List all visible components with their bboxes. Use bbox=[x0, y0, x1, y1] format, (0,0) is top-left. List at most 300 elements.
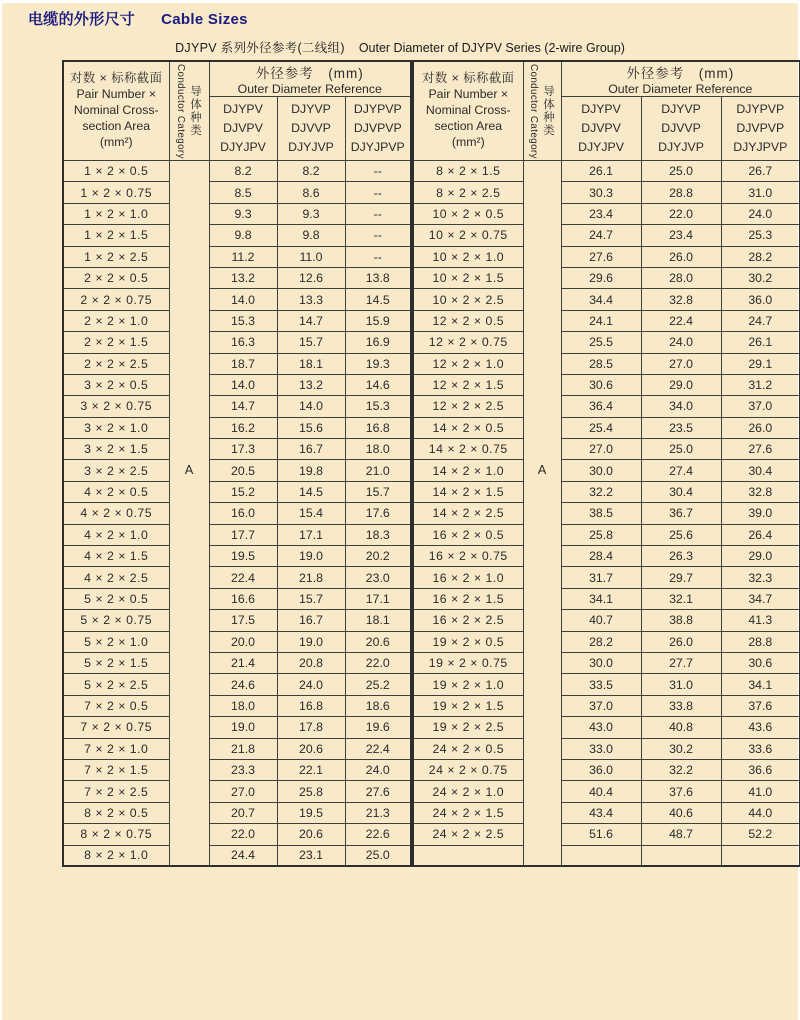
cable-type-col3-header: DJYPVP DJVPVP DJYJPVP bbox=[721, 97, 800, 161]
diameter-value-cell: 32.1 bbox=[641, 588, 721, 609]
diameter-value-cell: 28.2 bbox=[721, 246, 800, 267]
diameter-value-cell: 20.5 bbox=[209, 460, 277, 481]
conductor-value-cell: A bbox=[523, 161, 561, 867]
diameter-value-cell: 18.0 bbox=[209, 695, 277, 716]
pair-spec-cell: 8 × 2 × 0.75 bbox=[63, 824, 169, 845]
table-row bbox=[413, 695, 800, 716]
diameter-value-cell: 20.2 bbox=[345, 546, 411, 567]
diameter-value-cell: 34.1 bbox=[721, 674, 800, 695]
table-row bbox=[63, 524, 411, 545]
diameter-value-cell: 25.3 bbox=[721, 225, 800, 246]
diameter-value-cell: 31.7 bbox=[561, 567, 641, 588]
diameter-value-cell: 27.6 bbox=[721, 439, 800, 460]
diameter-value-cell: 30.4 bbox=[641, 481, 721, 502]
diameter-value-cell: 40.6 bbox=[641, 802, 721, 823]
diameter-value-cell: 17.1 bbox=[345, 588, 411, 609]
diameter-value-cell: 17.3 bbox=[209, 439, 277, 460]
pair-spec-cell: 12 × 2 × 0.75 bbox=[413, 332, 523, 353]
pair-spec-cell: 16 × 2 × 0.5 bbox=[413, 524, 523, 545]
pair-spec-cell: 4 × 2 × 1.5 bbox=[63, 546, 169, 567]
pair-spec-cell: 19 × 2 × 2.5 bbox=[413, 717, 523, 738]
table-row bbox=[63, 460, 411, 481]
diameter-value-cell: 20.7 bbox=[209, 802, 277, 823]
diameter-value-cell: 16.0 bbox=[209, 503, 277, 524]
diameter-value-cell: 32.2 bbox=[561, 481, 641, 502]
table-row bbox=[413, 824, 800, 845]
table-row bbox=[413, 481, 800, 502]
diameter-value-cell: 8.2 bbox=[209, 161, 277, 182]
pair-spec-cell: 1 × 2 × 0.5 bbox=[63, 161, 169, 182]
pair-spec-cell: 7 × 2 × 2.5 bbox=[63, 781, 169, 802]
table-row bbox=[413, 396, 800, 417]
diameter-value-cell: 37.0 bbox=[561, 695, 641, 716]
diameter-value-cell: 15.2 bbox=[209, 481, 277, 502]
diameter-value-cell: 22.4 bbox=[345, 738, 411, 759]
pair-spec-cell: 10 × 2 × 1.0 bbox=[413, 246, 523, 267]
table-row bbox=[63, 802, 411, 823]
diameter-value-cell: 19.5 bbox=[277, 802, 345, 823]
diameter-value-cell: -- bbox=[345, 246, 411, 267]
pair-spec-cell: 5 × 2 × 0.75 bbox=[63, 610, 169, 631]
diameter-value-cell: 19.0 bbox=[209, 717, 277, 738]
diameter-value-cell: 15.7 bbox=[277, 332, 345, 353]
pair-spec-cell: 10 × 2 × 2.5 bbox=[413, 289, 523, 310]
table-row bbox=[413, 802, 800, 823]
pair-spec-cell: 14 × 2 × 1.5 bbox=[413, 481, 523, 502]
table-row bbox=[413, 161, 800, 182]
diameter-value-cell: 20.6 bbox=[277, 824, 345, 845]
pair-spec-cell: 8 × 2 × 1.5 bbox=[413, 161, 523, 182]
diameter-value-cell: 33.5 bbox=[561, 674, 641, 695]
outer-diameter-header: 外径参考 (mm) Outer Diameter Reference bbox=[209, 61, 411, 97]
pair-spec-cell: 8 × 2 × 0.5 bbox=[63, 802, 169, 823]
diameter-tables bbox=[62, 60, 800, 867]
cable-type-col2-header: DJYVP DJVVP DJYJVP bbox=[641, 97, 721, 161]
pair-spec-cell: 24 × 2 × 1.5 bbox=[413, 802, 523, 823]
diameter-value-cell: 40.8 bbox=[641, 717, 721, 738]
diameter-value-cell: 19.8 bbox=[277, 460, 345, 481]
table-row bbox=[413, 225, 800, 246]
diameter-value-cell: 9.3 bbox=[209, 203, 277, 224]
diameter-table-right bbox=[412, 60, 800, 867]
diameter-value-cell: 20.0 bbox=[209, 631, 277, 652]
table-row bbox=[63, 161, 411, 182]
table-row bbox=[413, 567, 800, 588]
pair-spec-cell: 16 × 2 × 1.0 bbox=[413, 567, 523, 588]
pair-spec-cell: 2 × 2 × 1.0 bbox=[63, 310, 169, 331]
diameter-value-cell: 14.0 bbox=[209, 374, 277, 395]
pair-spec-cell: 10 × 2 × 1.5 bbox=[413, 267, 523, 288]
diameter-value-cell: 14.7 bbox=[209, 396, 277, 417]
diameter-value-cell: 32.8 bbox=[641, 289, 721, 310]
diameter-value-cell: 29.0 bbox=[721, 546, 800, 567]
diameter-value-cell: 48.7 bbox=[641, 824, 721, 845]
diameter-value-cell: 32.3 bbox=[721, 567, 800, 588]
pair-spec-cell: 10 × 2 × 0.5 bbox=[413, 203, 523, 224]
diameter-value-cell: 15.3 bbox=[209, 310, 277, 331]
table-row bbox=[413, 610, 800, 631]
diameter-value-cell: 26.0 bbox=[721, 417, 800, 438]
cable-type-col1-header: DJYPV DJVPV DJYJPV bbox=[209, 97, 277, 161]
pair-spec-cell: 7 × 2 × 0.5 bbox=[63, 695, 169, 716]
diameter-value-cell: 11.2 bbox=[209, 246, 277, 267]
diameter-value-cell: 25.8 bbox=[561, 524, 641, 545]
diameter-value-cell: 24.1 bbox=[561, 310, 641, 331]
pair-spec-cell: 19 × 2 × 1.0 bbox=[413, 674, 523, 695]
diameter-value-cell: 38.8 bbox=[641, 610, 721, 631]
diameter-value-cell: 34.7 bbox=[721, 588, 800, 609]
pair-spec-cell: 14 × 2 × 0.75 bbox=[413, 439, 523, 460]
diameter-value-cell: 25.6 bbox=[641, 524, 721, 545]
diameter-value-cell: -- bbox=[345, 182, 411, 203]
diameter-value-cell: 19.0 bbox=[277, 546, 345, 567]
pair-spec-cell: 16 × 2 × 2.5 bbox=[413, 610, 523, 631]
cable-type-col3-header: DJYPVP DJVPVP DJYJPVP bbox=[345, 97, 411, 161]
table-caption-zh: DJYPV 系列外径参考(二线组) bbox=[175, 41, 345, 55]
table-row bbox=[63, 182, 411, 203]
diameter-value-cell: 22.4 bbox=[209, 567, 277, 588]
table-row bbox=[413, 674, 800, 695]
diameter-value-cell: 31.2 bbox=[721, 374, 800, 395]
table-row bbox=[63, 652, 411, 673]
diameter-value-cell: 15.7 bbox=[345, 481, 411, 502]
table-row bbox=[413, 652, 800, 673]
diameter-value-cell: 26.1 bbox=[721, 332, 800, 353]
diameter-value-cell: 11.0 bbox=[277, 246, 345, 267]
pair-spec-cell: 12 × 2 × 2.5 bbox=[413, 396, 523, 417]
pair-spec-cell: 2 × 2 × 1.5 bbox=[63, 332, 169, 353]
diameter-value-cell: 25.5 bbox=[561, 332, 641, 353]
diameter-value-cell: 43.0 bbox=[561, 717, 641, 738]
pair-spec-cell: 1 × 2 × 1.5 bbox=[63, 225, 169, 246]
diameter-value-cell: 27.0 bbox=[561, 439, 641, 460]
diameter-value-cell: 25.0 bbox=[641, 161, 721, 182]
diameter-value-cell: 30.0 bbox=[561, 460, 641, 481]
diameter-value-cell: 23.3 bbox=[209, 759, 277, 780]
table-row bbox=[63, 759, 411, 780]
diameter-value-cell: 37.0 bbox=[721, 396, 800, 417]
cable-type-col1-header: DJYPV DJVPV DJYJPV bbox=[561, 97, 641, 161]
table-row bbox=[413, 588, 800, 609]
diameter-value-cell: 16.2 bbox=[209, 417, 277, 438]
diameter-value-cell: 13.8 bbox=[345, 267, 411, 288]
diameter-value-cell: 33.0 bbox=[561, 738, 641, 759]
diameter-value-cell: 37.6 bbox=[721, 695, 800, 716]
diameter-value-cell: 23.4 bbox=[641, 225, 721, 246]
diameter-value-cell: 14.5 bbox=[277, 481, 345, 502]
diameter-value-cell: 38.5 bbox=[561, 503, 641, 524]
diameter-value-cell: 28.8 bbox=[641, 182, 721, 203]
table-row bbox=[63, 845, 411, 866]
diameter-value-cell: 32.8 bbox=[721, 481, 800, 502]
pair-spec-cell: 8 × 2 × 2.5 bbox=[413, 182, 523, 203]
table-caption bbox=[2, 38, 798, 56]
diameter-value-cell: 26.7 bbox=[721, 161, 800, 182]
diameter-value-cell: 34.0 bbox=[641, 396, 721, 417]
table-row bbox=[63, 417, 411, 438]
diameter-value-cell: 13.2 bbox=[209, 267, 277, 288]
diameter-value-cell: 30.3 bbox=[561, 182, 641, 203]
diameter-value-cell: 21.8 bbox=[209, 738, 277, 759]
pair-spec-cell: 7 × 2 × 1.0 bbox=[63, 738, 169, 759]
pair-spec-cell: 4 × 2 × 1.0 bbox=[63, 524, 169, 545]
diameter-value-cell: 24.6 bbox=[209, 674, 277, 695]
diameter-value-cell: 28.0 bbox=[641, 267, 721, 288]
pair-spec-cell: 16 × 2 × 1.5 bbox=[413, 588, 523, 609]
diameter-value-cell: 37.6 bbox=[641, 781, 721, 802]
diameter-value-cell: 22.0 bbox=[641, 203, 721, 224]
diameter-value-cell: 18.1 bbox=[277, 353, 345, 374]
pair-spec-cell: 24 × 2 × 0.5 bbox=[413, 738, 523, 759]
table-row bbox=[63, 567, 411, 588]
table-row bbox=[63, 246, 411, 267]
diameter-value-cell: 33.8 bbox=[641, 695, 721, 716]
diameter-value-cell: 24.0 bbox=[345, 759, 411, 780]
pair-spec-cell: 8 × 2 × 1.0 bbox=[63, 845, 169, 866]
diameter-value-cell: 27.6 bbox=[345, 781, 411, 802]
pair-spec-cell: 2 × 2 × 2.5 bbox=[63, 353, 169, 374]
pair-spec-cell: 3 × 2 × 0.75 bbox=[63, 396, 169, 417]
table-row bbox=[63, 674, 411, 695]
pair-spec-cell: 5 × 2 × 1.5 bbox=[63, 652, 169, 673]
diameter-value-cell: 29.7 bbox=[641, 567, 721, 588]
diameter-value-cell: 21.0 bbox=[345, 460, 411, 481]
diameter-value-cell: 12.6 bbox=[277, 267, 345, 288]
diameter-value-cell: 20.6 bbox=[277, 738, 345, 759]
pair-spec-cell: 24 × 2 × 0.75 bbox=[413, 759, 523, 780]
diameter-value-cell: 9.8 bbox=[209, 225, 277, 246]
table-row bbox=[413, 246, 800, 267]
table-row bbox=[413, 417, 800, 438]
table-row bbox=[63, 225, 411, 246]
diameter-value-cell: 25.0 bbox=[345, 845, 411, 866]
diameter-value-cell: 27.4 bbox=[641, 460, 721, 481]
table-row bbox=[63, 503, 411, 524]
diameter-value-cell: 9.8 bbox=[277, 225, 345, 246]
diameter-value-cell: 17.1 bbox=[277, 524, 345, 545]
pair-spec-cell: 1 × 2 × 0.75 bbox=[63, 182, 169, 203]
diameter-value-cell bbox=[641, 845, 721, 866]
pair-spec-cell: 2 × 2 × 0.75 bbox=[63, 289, 169, 310]
diameter-value-cell: 27.7 bbox=[641, 652, 721, 673]
table-row bbox=[63, 203, 411, 224]
diameter-value-cell: 15.9 bbox=[345, 310, 411, 331]
pair-spec-cell: 3 × 2 × 0.5 bbox=[63, 374, 169, 395]
table-row bbox=[63, 481, 411, 502]
diameter-value-cell: 36.7 bbox=[641, 503, 721, 524]
diameter-value-cell: 26.0 bbox=[641, 631, 721, 652]
pair-spec-cell: 12 × 2 × 0.5 bbox=[413, 310, 523, 331]
diameter-value-cell: 14.5 bbox=[345, 289, 411, 310]
diameter-value-cell: 29.0 bbox=[641, 374, 721, 395]
diameter-value-cell: 30.2 bbox=[721, 267, 800, 288]
table-row bbox=[413, 374, 800, 395]
diameter-value-cell: -- bbox=[345, 225, 411, 246]
diameter-value-cell: 24.0 bbox=[277, 674, 345, 695]
diameter-value-cell: 16.7 bbox=[277, 610, 345, 631]
diameter-value-cell: 27.0 bbox=[641, 353, 721, 374]
diameter-value-cell: -- bbox=[345, 161, 411, 182]
diameter-value-cell: 16.6 bbox=[209, 588, 277, 609]
diameter-value-cell: 29.6 bbox=[561, 267, 641, 288]
diameter-value-cell: 29.1 bbox=[721, 353, 800, 374]
diameter-value-cell: 28.5 bbox=[561, 353, 641, 374]
diameter-table-left bbox=[62, 60, 412, 867]
pair-spec-cell: 14 × 2 × 2.5 bbox=[413, 503, 523, 524]
diameter-value-cell: 19.3 bbox=[345, 353, 411, 374]
table-row bbox=[413, 310, 800, 331]
diameter-value-cell: 25.0 bbox=[641, 439, 721, 460]
table-row bbox=[413, 546, 800, 567]
diameter-value-cell: 22.4 bbox=[641, 310, 721, 331]
page-title bbox=[28, 8, 248, 29]
diameter-value-cell: 40.7 bbox=[561, 610, 641, 631]
table-row bbox=[63, 588, 411, 609]
table-row bbox=[63, 738, 411, 759]
diameter-value-cell: 28.4 bbox=[561, 546, 641, 567]
diameter-value-cell: -- bbox=[345, 203, 411, 224]
diameter-value-cell: 15.4 bbox=[277, 503, 345, 524]
diameter-value-cell: 21.3 bbox=[345, 802, 411, 823]
conductor-category-header: Conductor Category 导体种类 bbox=[523, 61, 561, 161]
pair-spec-cell: 4 × 2 × 0.75 bbox=[63, 503, 169, 524]
diameter-value-cell: 20.8 bbox=[277, 652, 345, 673]
diameter-value-cell: 9.3 bbox=[277, 203, 345, 224]
diameter-value-cell: 13.2 bbox=[277, 374, 345, 395]
pair-number-header: 对数 × 标称截面 Pair Number × Nominal Cross- section Area (mm²) bbox=[63, 61, 169, 161]
diameter-value-cell: 39.0 bbox=[721, 503, 800, 524]
diameter-value-cell: 15.7 bbox=[277, 588, 345, 609]
diameter-value-cell: 17.8 bbox=[277, 717, 345, 738]
pair-spec-cell: 5 × 2 × 0.5 bbox=[63, 588, 169, 609]
table-row bbox=[413, 353, 800, 374]
diameter-value-cell bbox=[721, 845, 800, 866]
table-row bbox=[63, 267, 411, 288]
pair-spec-cell: 24 × 2 × 2.5 bbox=[413, 824, 523, 845]
table-row bbox=[63, 289, 411, 310]
diameter-value-cell: 14.7 bbox=[277, 310, 345, 331]
diameter-value-cell: 14.0 bbox=[209, 289, 277, 310]
diameter-value-cell: 19.0 bbox=[277, 631, 345, 652]
conductor-value-cell: A bbox=[169, 161, 209, 867]
diameter-value-cell: 25.8 bbox=[277, 781, 345, 802]
diameter-value-cell: 33.6 bbox=[721, 738, 800, 759]
table-row bbox=[413, 332, 800, 353]
table-row bbox=[413, 759, 800, 780]
diameter-value-cell: 23.4 bbox=[561, 203, 641, 224]
diameter-value-cell: 8.5 bbox=[209, 182, 277, 203]
diameter-value-cell: 19.6 bbox=[345, 717, 411, 738]
diameter-value-cell: 34.4 bbox=[561, 289, 641, 310]
diameter-value-cell: 30.0 bbox=[561, 652, 641, 673]
table-row bbox=[413, 203, 800, 224]
table-row bbox=[63, 781, 411, 802]
pair-spec-cell: 19 × 2 × 0.5 bbox=[413, 631, 523, 652]
diameter-value-cell: 24.7 bbox=[721, 310, 800, 331]
table-row bbox=[63, 824, 411, 845]
pair-spec-cell: 10 × 2 × 0.75 bbox=[413, 225, 523, 246]
pair-spec-cell: 7 × 2 × 0.75 bbox=[63, 717, 169, 738]
diameter-value-cell: 26.4 bbox=[721, 524, 800, 545]
outer-diameter-header: 外径参考 (mm) Outer Diameter Reference bbox=[561, 61, 800, 97]
pair-spec-cell: 2 × 2 × 0.5 bbox=[63, 267, 169, 288]
diameter-value-cell: 27.0 bbox=[209, 781, 277, 802]
cable-type-col2-header: DJYVP DJVVP DJYJVP bbox=[277, 97, 345, 161]
diameter-value-cell: 17.7 bbox=[209, 524, 277, 545]
diameter-value-cell: 26.3 bbox=[641, 546, 721, 567]
diameter-value-cell: 21.4 bbox=[209, 652, 277, 673]
pair-spec-cell: 5 × 2 × 1.0 bbox=[63, 631, 169, 652]
diameter-value-cell: 30.4 bbox=[721, 460, 800, 481]
diameter-value-cell: 23.1 bbox=[277, 845, 345, 866]
diameter-value-cell: 31.0 bbox=[641, 674, 721, 695]
diameter-value-cell: 17.6 bbox=[345, 503, 411, 524]
page-title-zh: 电缆的外形尺寸 bbox=[28, 11, 136, 28]
table-row bbox=[413, 503, 800, 524]
diameter-value-cell: 52.2 bbox=[721, 824, 800, 845]
diameter-value-cell: 44.0 bbox=[721, 802, 800, 823]
table-row bbox=[63, 353, 411, 374]
diameter-value-cell: 17.5 bbox=[209, 610, 277, 631]
pair-number-header: 对数 × 标称截面 Pair Number × Nominal Cross- section Area (mm²) bbox=[413, 61, 523, 161]
diameter-value-cell: 36.4 bbox=[561, 396, 641, 417]
table-row bbox=[63, 546, 411, 567]
diameter-value-cell: 40.4 bbox=[561, 781, 641, 802]
diameter-value-cell: 22.6 bbox=[345, 824, 411, 845]
diameter-value-cell: 16.7 bbox=[277, 439, 345, 460]
table-row bbox=[413, 524, 800, 545]
table-row bbox=[413, 631, 800, 652]
table-row bbox=[63, 717, 411, 738]
diameter-value-cell: 41.0 bbox=[721, 781, 800, 802]
diameter-value-cell: 24.0 bbox=[721, 203, 800, 224]
pair-spec-cell: 1 × 2 × 1.0 bbox=[63, 203, 169, 224]
diameter-value-cell: 8.6 bbox=[277, 182, 345, 203]
pair-spec-cell: 3 × 2 × 1.5 bbox=[63, 439, 169, 460]
diameter-value-cell: 31.0 bbox=[721, 182, 800, 203]
diameter-value-cell: 43.4 bbox=[561, 802, 641, 823]
diameter-value-cell: 18.6 bbox=[345, 695, 411, 716]
conductor-category-header: Conductor Category 导体种类 bbox=[169, 61, 209, 161]
table-row bbox=[413, 289, 800, 310]
diameter-value-cell: 34.1 bbox=[561, 588, 641, 609]
diameter-value-cell: 43.6 bbox=[721, 717, 800, 738]
pair-spec-cell: 16 × 2 × 0.75 bbox=[413, 546, 523, 567]
diameter-value-cell: 23.5 bbox=[641, 417, 721, 438]
diameter-value-cell: 15.6 bbox=[277, 417, 345, 438]
diameter-value-cell: 25.2 bbox=[345, 674, 411, 695]
catalog-page bbox=[2, 3, 798, 1020]
table-row bbox=[63, 631, 411, 652]
diameter-value-cell: 30.6 bbox=[721, 652, 800, 673]
diameter-value-cell: 24.7 bbox=[561, 225, 641, 246]
pair-spec-cell: 3 × 2 × 1.0 bbox=[63, 417, 169, 438]
diameter-value-cell: 32.2 bbox=[641, 759, 721, 780]
table-row bbox=[63, 332, 411, 353]
diameter-value-cell: 8.2 bbox=[277, 161, 345, 182]
diameter-value-cell: 30.6 bbox=[561, 374, 641, 395]
diameter-value-cell: 14.0 bbox=[277, 396, 345, 417]
diameter-value-cell: 25.4 bbox=[561, 417, 641, 438]
table-row bbox=[413, 439, 800, 460]
pair-spec-cell: 12 × 2 × 1.5 bbox=[413, 374, 523, 395]
pair-spec-cell: 19 × 2 × 0.75 bbox=[413, 652, 523, 673]
diameter-value-cell: 36.6 bbox=[721, 759, 800, 780]
table-row bbox=[413, 717, 800, 738]
diameter-value-cell: 51.6 bbox=[561, 824, 641, 845]
table-row bbox=[63, 695, 411, 716]
diameter-value-cell: 16.3 bbox=[209, 332, 277, 353]
